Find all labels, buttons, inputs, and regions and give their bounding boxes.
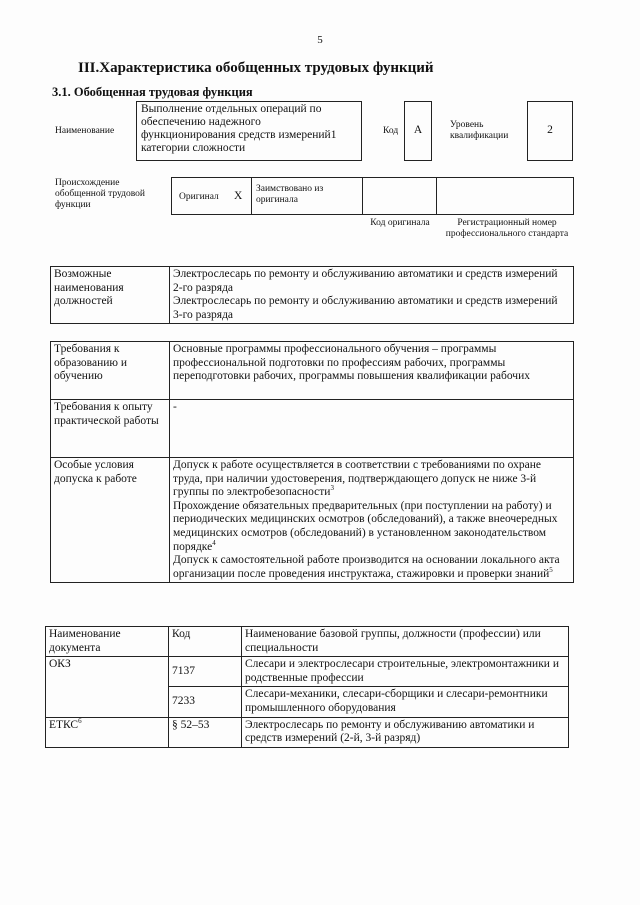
- reg-number-caption: Регистрационный номер профессионального стандарта: [445, 218, 569, 239]
- okz-label: ОКЗ: [46, 657, 169, 717]
- level-value: 2: [547, 124, 553, 136]
- positions-cell: [170, 267, 574, 324]
- divider: [436, 178, 437, 214]
- etks-name: Электрослесарь по ремонту и обслуживанию автоматики и средств измерений (2-й, 3-й разряд): [242, 717, 569, 747]
- origin-row: [171, 177, 574, 215]
- level-box: [527, 101, 573, 161]
- section-title: III.Характеристика обобщенных трудовых функций: [78, 60, 434, 76]
- etks-code: § 52–53: [169, 717, 242, 747]
- code-label: Код: [383, 126, 399, 136]
- original-label: Оригинал: [179, 192, 219, 202]
- positions-label: Возможные наименования должностей: [51, 267, 170, 324]
- subsection-title: 3.1. Обобщенная трудовая функция: [52, 85, 253, 99]
- position-line: Электрослесарь по ремонту и обслуживанию автоматики и средств измерений 3-го разряда: [173, 295, 558, 321]
- experience-label: Требования к опыту практической работы: [51, 400, 170, 458]
- page-number: 5: [317, 34, 323, 46]
- special-conditions-cell: [170, 458, 574, 583]
- footnote-mark: 6: [78, 716, 82, 725]
- okz-code: 7137: [169, 657, 242, 687]
- original-mark: Х: [234, 190, 243, 202]
- education-label: Требования к образованию и обучению: [51, 342, 170, 400]
- footnote-mark: 3: [330, 484, 334, 493]
- code-original-caption: Код оригинала: [370, 218, 430, 228]
- etks-label-cell: [46, 717, 169, 747]
- positions-table: [50, 266, 574, 324]
- okz-code: 7233: [169, 687, 242, 717]
- divider: [362, 178, 363, 214]
- condition-paragraph: Прохождение обязательных предварительных (при поступлении на работу) и периодических медицинских осмотров (обследований), а также внеочередных медицинских осмотров (обследований) в установленном законодательством порядке$^4$: [173, 499, 558, 553]
- function-name-box: [136, 101, 362, 161]
- divider: [251, 178, 252, 214]
- header-code: Код: [169, 627, 242, 657]
- condition-paragraph: Допуск к работе осуществляется в соответствии с требованиями по охране труда, при наличии удостоверения, подтверждающего допуск не ниже 3-й группы по электробезопасности$^3$: [173, 459, 541, 499]
- education-text: Основные программы профессионального обучения – программы профессиональной подготовки по профессиям рабочих, программы переподготовки рабочих, программы повышения квалификации рабочих: [170, 342, 574, 400]
- okz-name: Слесари и электрослесари строительные, электромонтажники и родственные профессии: [242, 657, 569, 687]
- okz-name: Слесари-механики, слесари-сборщики и слесари-ремонтники промышленного оборудования: [242, 687, 569, 717]
- classifiers-table: [45, 626, 569, 748]
- experience-text: -: [170, 400, 574, 458]
- code-box: [404, 101, 432, 161]
- borrowed-label: Заимствовано из оригинала: [256, 184, 324, 205]
- header-group-name: Наименование базовой группы, должности (профессии) или специальности: [242, 627, 569, 657]
- code-value: А: [413, 124, 423, 136]
- footnote-mark: 5: [549, 565, 553, 574]
- function-name-value: Выполнение отдельных операций по обеспечению надежного функционирования средств измерений1 категории сложности: [141, 103, 337, 154]
- etks-label: ЕТКС: [49, 718, 79, 731]
- footnote-mark: 4: [212, 538, 216, 547]
- position-line: Электрослесарь по ремонту и обслуживанию автоматики и средств измерений 2-го разряда: [173, 268, 558, 294]
- origin-label: Происхождение обобщенной трудовой функции: [55, 178, 145, 210]
- level-label: Уровень квалификации: [450, 120, 509, 141]
- special-conditions-label: Особые условия допуска к работе: [51, 458, 170, 583]
- header-document: Наименование документа: [46, 627, 169, 657]
- name-label: Наименование: [55, 126, 115, 136]
- requirements-table: [50, 341, 574, 583]
- condition-paragraph: Допуск к самостоятельной работе производится на основании локального акта организации после проведения инструктажа, стажировки и проверки знаний$^5$: [173, 554, 560, 580]
